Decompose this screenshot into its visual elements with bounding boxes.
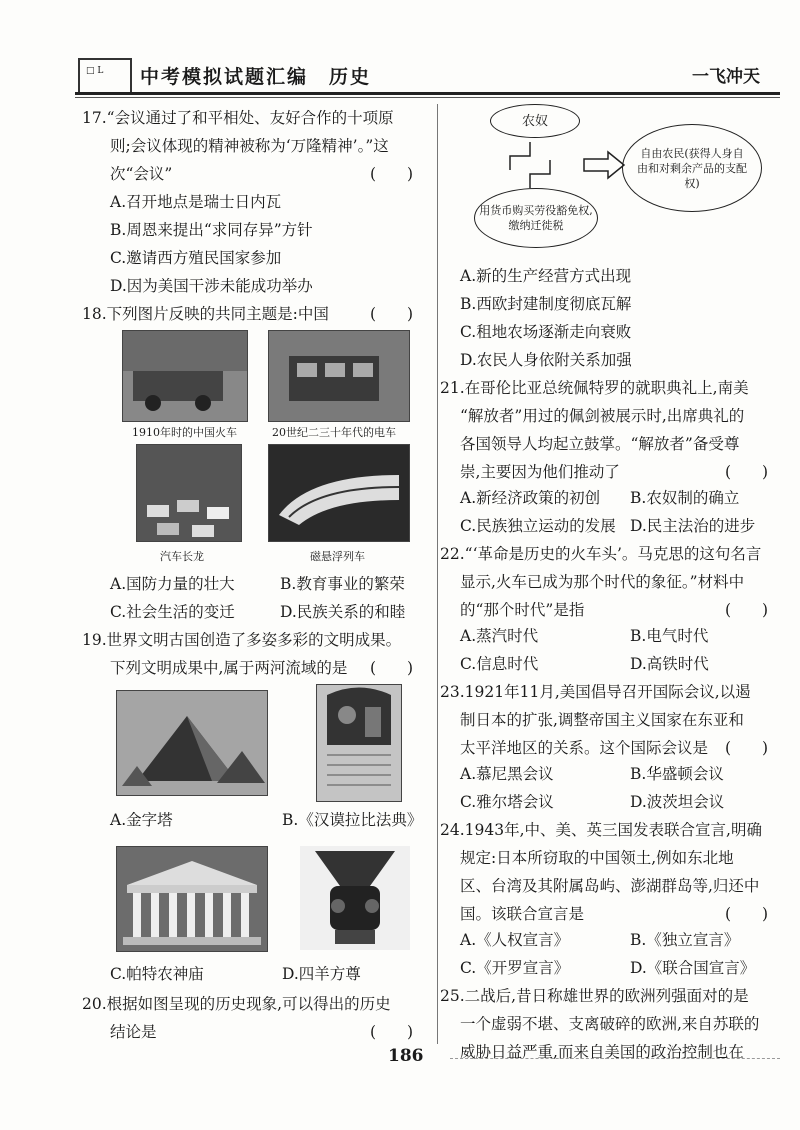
brand-label: 一飞冲天 xyxy=(692,67,760,87)
photo-maglev xyxy=(268,444,410,542)
q19-stem-line: 19.世界文明古国创造了多姿多彩的文明成果。 xyxy=(82,631,402,649)
photo-four-goat-zun xyxy=(300,846,410,950)
q23-answer-paren: ( ) xyxy=(725,739,769,757)
q22-stem-line: 22.“‘革命是历史的火车头’。马克思的这句名言 xyxy=(440,545,762,563)
q22-stem-line: 显示,火车已成为那个时代的象征。”材料中 xyxy=(460,573,745,591)
q21-option-c: C.民族独立运动的发展 xyxy=(460,517,616,535)
q18-stem: 18.下列图片反映的共同主题是:中国 xyxy=(82,305,329,323)
q24-stem-line: 24.1943年,中、美、英三国发表联合宣言,明确 xyxy=(440,821,762,839)
q25-stem-line: 一个虚弱不堪、支离破碎的欧洲,来自苏联的 xyxy=(460,1015,760,1033)
diagram-cycle-arrows xyxy=(500,140,560,190)
q22-option-b: B.电气时代 xyxy=(630,627,709,645)
q23-stem-line: 23.1921年11月,美国倡导召开国际会议,以遏 xyxy=(440,683,751,701)
q19-stem-line: 下列文明成果中,属于两河流域的是 xyxy=(110,659,348,677)
q24-stem-line: 国。该联合宣言是 xyxy=(460,905,585,923)
photo-caption-cars: 汽车长龙 xyxy=(160,550,204,563)
q25-stem-line: 威胁日益严重,而来自美国的政治控制也在 xyxy=(460,1043,744,1061)
q18-option-a: A.国防力量的壮大 xyxy=(110,575,235,593)
photo-traffic-jam xyxy=(136,444,242,542)
q21-answer-paren: ( ) xyxy=(725,463,769,481)
q22-option-d: D.高铁时代 xyxy=(630,655,709,673)
q20-options xyxy=(448,262,632,374)
q19-option-a: A.金字塔 xyxy=(110,811,173,829)
q18-option-b: B.教育事业的繁荣 xyxy=(280,575,405,593)
diagram-payment-node: 用货币购买劳役豁免权,缴纳迁徙税 xyxy=(474,188,598,248)
q23-option-c: C.雅尔塔会议 xyxy=(460,793,554,811)
header-rule xyxy=(75,92,780,95)
page-number: 186 xyxy=(388,1046,424,1066)
q20-answer-paren: ( ) xyxy=(370,1023,414,1041)
photo-tram xyxy=(268,330,410,422)
photo-parthenon xyxy=(116,846,268,952)
q22-answer-paren: ( ) xyxy=(725,601,769,619)
q21-option-b: B.农奴制的确立 xyxy=(630,489,740,507)
q18-option-d: D.民族关系的和睦 xyxy=(280,603,406,621)
q17-option-a: A.召开地点是瑞士日内瓦 xyxy=(110,193,282,211)
photo-caption-train: 1910年时的中国火车 xyxy=(132,426,237,439)
q23-option-b: B.华盛顿会议 xyxy=(630,765,724,783)
q22-stem-line: 的“那个时代”是指 xyxy=(460,601,585,619)
q20-option-c: C.租地农场逐渐走向衰败 xyxy=(460,323,632,341)
q23-option-a: A.慕尼黑会议 xyxy=(460,765,554,783)
photo-1910-train xyxy=(122,330,248,422)
q23-stem-line: 制日本的扩张,调整帝国主义国家在东亚和 xyxy=(460,711,744,729)
q17-option-c: C.邀请西方殖民国家参加 xyxy=(110,249,282,267)
photo-pyramids xyxy=(116,690,268,796)
q19-option-c: C.帕特农神庙 xyxy=(110,965,204,983)
q19-option-b: B.《汉谟拉比法典》 xyxy=(282,811,423,829)
q17-answer-paren: ( ) xyxy=(370,165,414,183)
q24-option-c: C.《开罗宣言》 xyxy=(460,959,570,977)
q23-stem-line: 太平洋地区的关系。这个国际会议是 xyxy=(460,739,709,757)
q24-stem-line: 区、台湾及其附属岛屿、澎湖群岛等,归还中 xyxy=(460,877,760,895)
q21-stem-line: “解放者”用过的佩剑被展示时,出席典礼的 xyxy=(460,407,745,425)
header-rule-thin xyxy=(75,97,780,98)
q21-stem-line: 21.在哥伦比亚总统佩特罗的就职典礼上,南美 xyxy=(440,379,749,397)
page-header-title: 中考模拟试题汇编 历史 xyxy=(140,66,372,88)
q22-option-c: C.信息时代 xyxy=(460,655,539,673)
q20-option-b: B.西欧封建制度彻底瓦解 xyxy=(460,295,632,313)
q21-option-a: A.新经济政策的初创 xyxy=(460,489,601,507)
q20-option-d: D.农民人身依附关系加强 xyxy=(460,351,632,369)
q17-stem-line: 则;会议体现的精神被称为‘万隆精神’。”这 xyxy=(110,137,389,155)
diagram-serf-node: 农奴 xyxy=(490,104,580,138)
q20-stem-line: 结论是 xyxy=(110,1023,157,1041)
q20-option-a: A.新的生产经营方式出现 xyxy=(460,267,632,285)
q21-stem-line: 各国领导人均起立鼓掌。“解放者”备受尊 xyxy=(460,435,740,453)
photo-caption-tram: 20世纪二三十年代的电车 xyxy=(272,426,396,439)
footer-rule xyxy=(450,1058,780,1059)
q17-stem-line: 17.“会议通过了和平相处、友好合作的十项原 xyxy=(82,109,394,127)
q24-option-a: A.《人权宣言》 xyxy=(460,931,570,949)
question-25 xyxy=(440,982,785,1066)
q18-answer-paren: ( ) xyxy=(370,305,414,323)
q22-option-a: A.蒸汽时代 xyxy=(460,627,539,645)
q25-stem-line: 25.二战后,昔日称雄世界的欧洲列强面对的是 xyxy=(440,987,749,1005)
photo-caption-maglev: 磁悬浮列车 xyxy=(310,550,365,563)
column-divider xyxy=(437,104,438,1044)
q20-stem-line: 20.根据如图呈现的历史现象,可以得出的历史 xyxy=(82,995,391,1013)
q19-option-d: D.四羊方尊 xyxy=(282,965,361,983)
q24-stem-line: 规定:日本所窃取的中国领土,例如东北地 xyxy=(460,849,734,867)
q24-option-b: B.《独立宣言》 xyxy=(630,931,740,949)
q18-option-c: C.社会生活的变迁 xyxy=(110,603,235,621)
q24-option-d: D.《联合国宣言》 xyxy=(630,959,756,977)
book-logo: □ L xyxy=(78,58,132,94)
q19-answer-paren: ( ) xyxy=(370,659,414,677)
diagram-free-farmer-node: 自由农民(获得人身自由和对剩余产品的支配权) xyxy=(622,124,762,212)
question-17 xyxy=(82,104,432,300)
q23-option-d: D.波茨坦会议 xyxy=(630,793,725,811)
q24-answer-paren: ( ) xyxy=(725,905,769,923)
q21-stem-line: 崇,主要因为他们推动了 xyxy=(460,463,620,481)
diagram-result-arrow xyxy=(582,150,626,180)
photo-hammurabi-code xyxy=(316,684,402,802)
q17-option-b: B.周恩来提出“求同存异”方针 xyxy=(110,221,313,239)
q17-option-d: D.因为美国干涉未能成功举办 xyxy=(110,277,313,295)
q17-stem-line: 次“会议” xyxy=(110,165,173,183)
q21-option-d: D.民主法治的进步 xyxy=(630,517,756,535)
